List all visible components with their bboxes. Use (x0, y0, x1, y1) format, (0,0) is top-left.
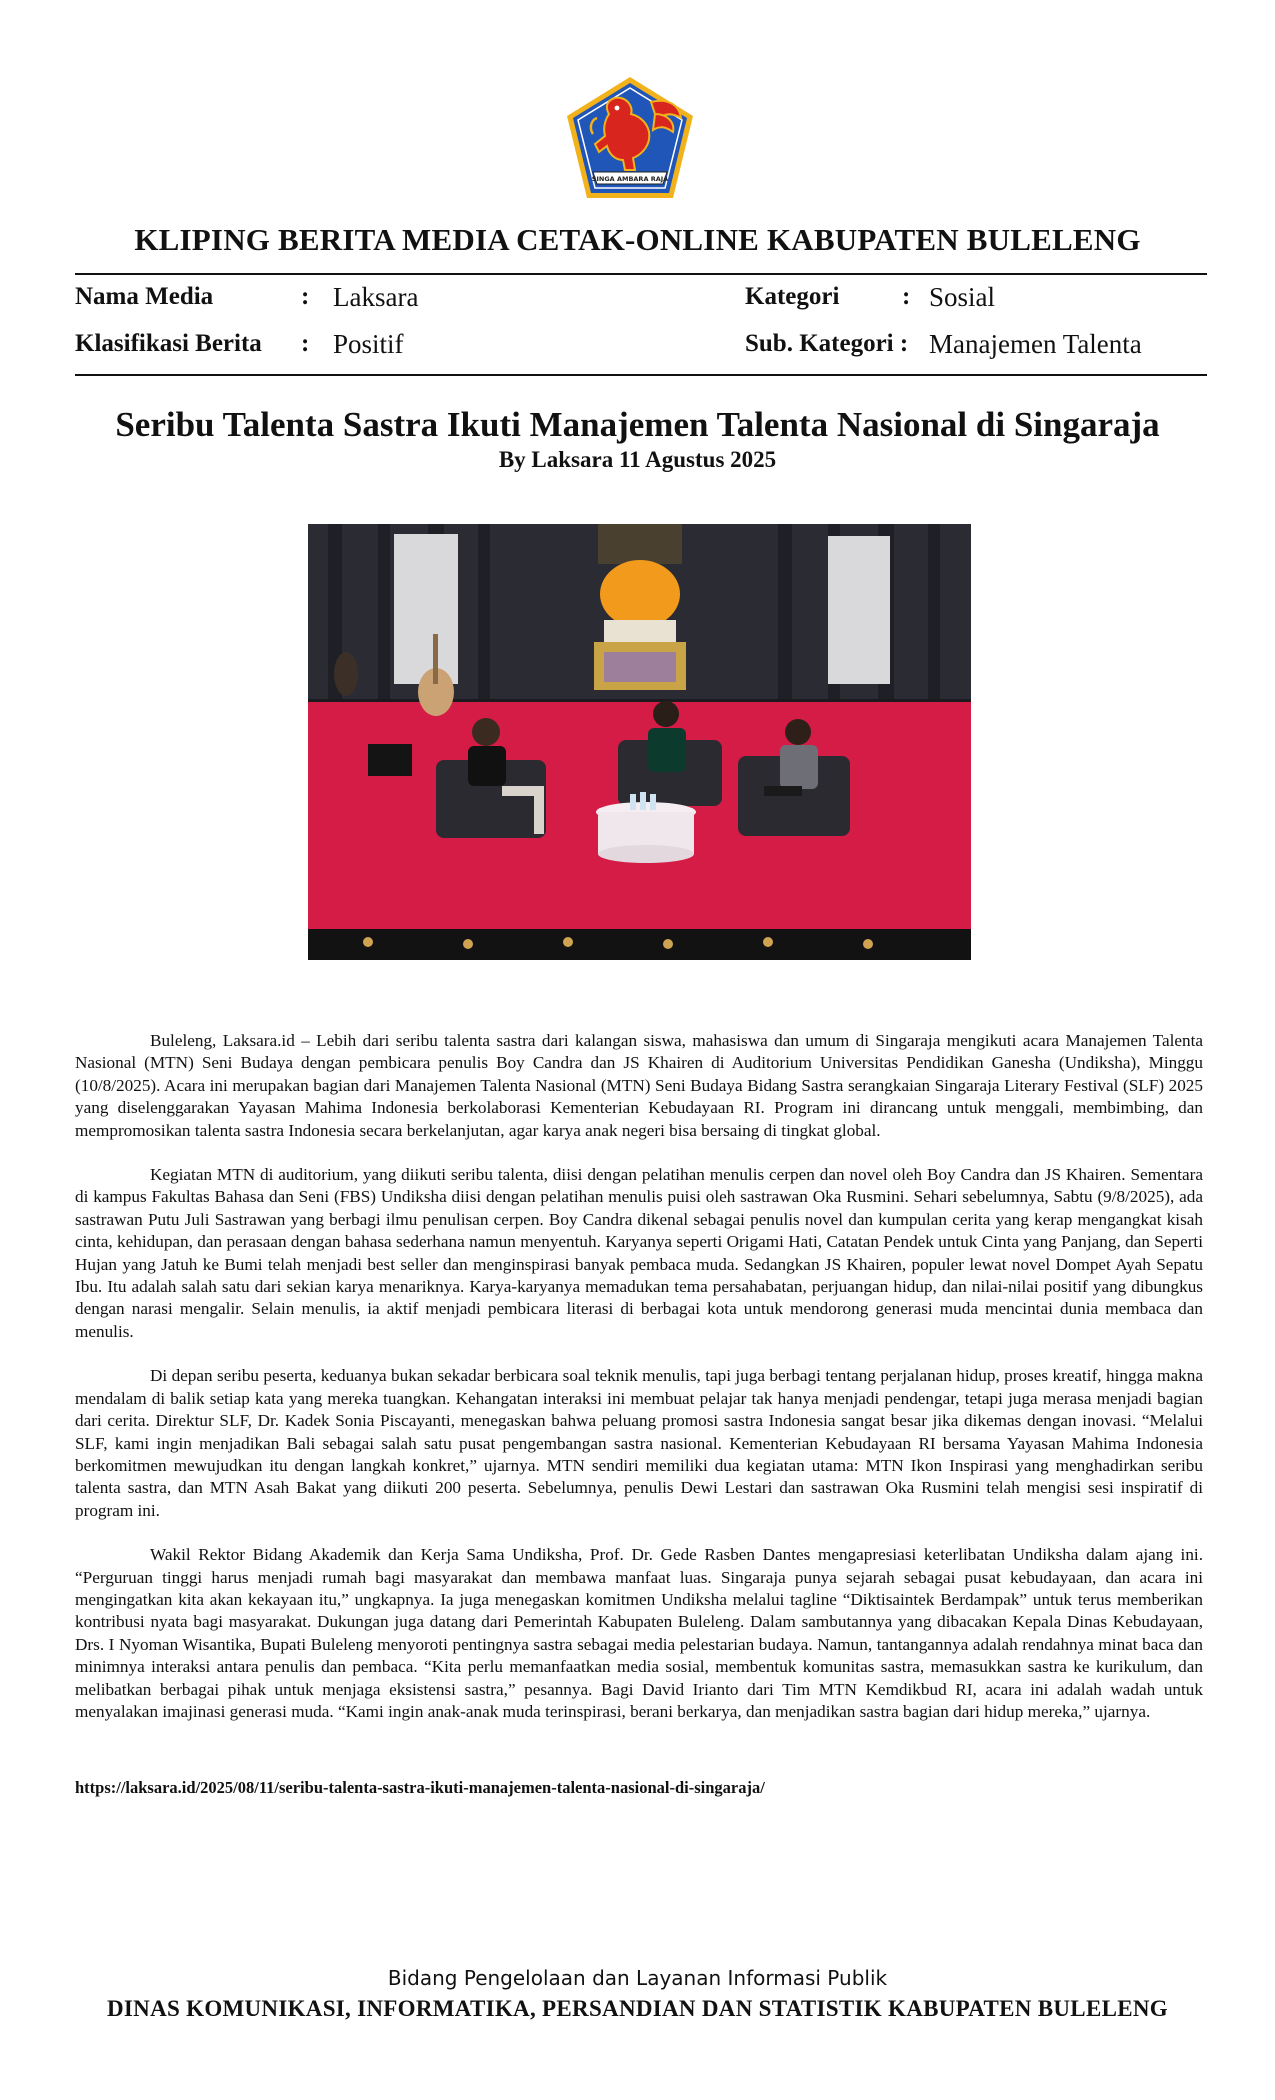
category-value: Sosial (929, 282, 996, 312)
document-heading: KLIPING BERITA MEDIA CETAK-ONLINE KABUPATEN BULELENG (134, 222, 1141, 257)
category-colon: : (902, 283, 911, 310)
subcategory-value: Manajemen Talenta (929, 329, 1142, 359)
classification-value: Positif (333, 329, 404, 359)
buleleng-regency-logo (563, 74, 697, 202)
article-body (75, 1030, 1203, 1745)
footer-unit: Bidang Pengelolaan dan Layanan Informasi Publik (387, 1966, 888, 1990)
subcategory-label: Sub. Kategori : (745, 330, 909, 357)
event-photo (308, 524, 971, 960)
article-paragraph-3: Di depan seribu peserta, keduanya bukan sekadar berbicara soal teknik menulis, tapi juga berbagi tentang perjalanan hidup, proses kreatif, hingga makna mendalam di balik setiap kata yang mereka tuangkan. Kehangatan interaksi ini membuat pelajar tak hanya menjadi pendengar, tetapi juga merasa menjadi bagian dari cerita. Direktur SLF, Dr. Kadek Sonia Piscayanti, menegaskan bahwa peluang promosi sastra Indonesia sangat besar jika dikemas dengan inovasi. “Melalui SLF, kami ingin menjadikan Bali sebagai salah satu pusat pengembangan sastra nasional. Kementerian Kebudayaan RI bersama Yayasan Mahima Indonesia berkomitmen mewujudkan itu dengan langkah konkret,” ujarnya. MTN sendiri memiliki dua kegiatan utama: MTN Ikon Inspirasi yang menghadirkan seribu talenta sastra, dan MTN Asah Bakat yang diikuti 200 peserta. Sebelumnya, penulis Dewi Lestari dan sastrawan Oka Rusmini telah mengisi sesi inspiratif di program ini. (75, 1366, 1203, 1520)
media-label: Nama Media (75, 283, 214, 310)
classification-colon: : (301, 330, 310, 357)
article-paragraph-4: Wakil Rektor Bidang Akademik dan Kerja Sama Undiksha, Prof. Dr. Gede Rasben Dantes mengapresiasi keterlibatan Undiksha dalam ajang ini. “Perguruan tinggi harus menjadi rumah bagi masyarakat dan membawa manfaat luas. Singaraja punya sejarah sebagai pusat kebudayaan, dan acara ini mengingatkan kita akan kekayaan itu,” ungkapnya. Ia juga menegaskan komitmen Undiksha melalui tagline “Diktisaintek Berdampak” untuk terus memberikan kontribusi nyata bagi masyarakat. Dukungan juga datang dari Pemerintah Kabupaten Buleleng. Dalam sambutannya yang dibacakan Kepala Dinas Kebudayaan, Drs. I Nyoman Wisantika, Bupati Buleleng menyoroti pentingnya sastra sebagai media pelestarian budaya. Namun, tantangannya adalah rendahnya minat baca dan minimnya interaksi antara penulis dan pembaca. “Kita perlu memanfaatkan media sosial, membentuk komunitas sastra, memasukkan sastra ke kurikulum, dan melibatkan berbagai pihak untuk menjaga eksistensi sastra,” pesannya. Bagi David Irianto dari Tim MTN Kemdikbud RI, acara ini adalah wadah untuk menyalakan imajinasi generasi muda. “Kami ingin anak-anak muda terinspirasi, berani berkarya, dan menjadikan sastra bagian dari hidup mereka,” ujarnya. (75, 1545, 1203, 1721)
classification-label: Klasifikasi Berita (75, 330, 262, 357)
svg-text:SINGA AMBARA RAJA: SINGA AMBARA RAJA (591, 175, 669, 183)
source-link[interactable]: https://laksara.id/2025/08/11/seribu-talenta-sastra-ikuti-manajemen-talenta-nasional-di-singaraja/ (75, 1778, 765, 1797)
meta-divider (75, 374, 1207, 376)
media-value: Laksara (333, 282, 419, 312)
article-paragraph-2: Kegiatan MTN di auditorium, yang diikuti seribu talenta, diisi dengan pelatihan menulis cerpen dan novel oleh Boy Candra dan JS Khairen. Sementara di kampus Fakultas Bahasa dan Seni (FBS) Undiksha diisi dengan pelatihan menulis puisi oleh sastrawan Oka Rusmini. Sehari sebelumnya, Sabtu (9/8/2025), ada sastrawan Putu Juli Sastrawan yang berbagi ilmu penulisan cerpen. Boy Candra dikenal sebagai penulis novel dan kumpulan cerita yang kerap mengangkat kisah cinta, kehidupan, dan perasaan dengan bahasa sederhana namun menyentuh. Karyanya seperti Origami Hati, Catatan Pendek untuk Cinta yang Panjang, dan Seperti Hujan yang Jatuh ke Bumi telah menjadi best seller dan menginspirasi banyak pembaca muda. Sedangkan JS Khairen, populer lewat novel Dompet Ayah Sepatu Ibu. Itu adalah salah satu dari sekian karya menariknya. Karya-karyanya memadukan tema persahabatan, perjuangan hidup, dan nilai-nilai positif yang dibungkus dengan narasi mengalir. Selain menulis, ia aktif menjadi pembicara literasi di berbagai kota untuk mendorong generasi muda mencintai dunia membaca dan menulis. (75, 1165, 1203, 1341)
header-divider (75, 273, 1207, 275)
media-colon: : (301, 283, 310, 310)
category-label: Kategori (745, 283, 840, 310)
article-byline: By Laksara 11 Agustus 2025 (498, 447, 777, 472)
article-paragraph-1: Buleleng, Laksara.id – Lebih dari seribu talenta sastra dari kalangan siswa, mahasiswa dan umum di Singaraja mengikuti acara Manajemen Talenta Nasional (MTN) Seni Budaya dengan pembicara penulis Boy Candra dan JS Khairen di Auditorium Universitas Pendidikan Ganesha (Undiksha), Minggu (10/8/2025). Acara ini merupakan bagian dari Manajemen Talenta Nasional (MTN) Seni Budaya Bidang Sastra serangkaian Singaraja Literary Festival (SLF) 2025 yang diselenggarakan Yayasan Mahima Indonesia berkolaborasi Kementerian Kebudayaan RI. Program ini dirancang untuk menggali, membimbing, dan mempromosikan talenta sastra Indonesia secara berkelanjutan, agar karya anak negeri bisa bersaing di tingkat global. (75, 1031, 1203, 1140)
footer-office: DINAS KOMUNIKASI, INFORMATIKA, PERSANDIAN DAN STATISTIK KABUPATEN BULELENG (107, 1996, 1168, 2021)
article-title: Seribu Talenta Sastra Ikuti Manajemen Talenta Nasional di Singaraja (115, 405, 1160, 444)
